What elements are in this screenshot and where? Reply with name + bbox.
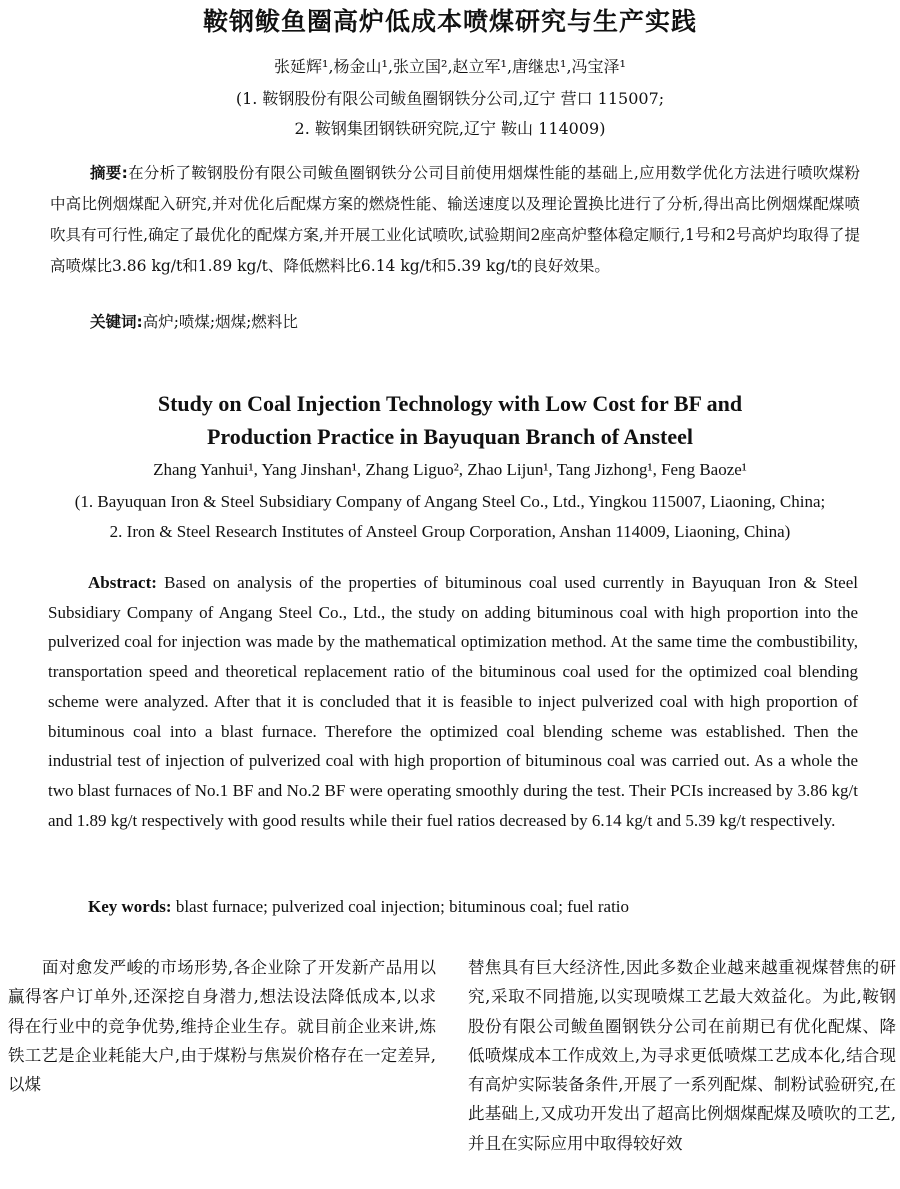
english-authors: Zhang Yanhui¹, Yang Jinshan¹, Zhang Liguo², Zhao Lijun¹, Tang Jizhong¹, Feng Baoze¹ (153, 460, 747, 479)
english-keywords (88, 897, 629, 917)
english-keywords-label: Key words: (88, 897, 172, 916)
chinese-affiliation-1: (1. 鞍钢股份有限公司鲅鱼圈钢铁分公司,辽宁 营口 115007; (235, 89, 665, 108)
english-abstract-text: Based on analysis of the properties of bituminous coal used currently in Bayuquan Iron & Steel Subsidiary Company of Angang Steel Co., Ltd., the study on adding bituminous coal with high proportion into the pulverized coal for injection was made by the mathematical optimization method. At the same time the combustibility, transportation speed and theoretical replacement ratio of the bituminous coal used for the optimized coal blending scheme were analyzed. After that it is concluded that it is feasible to inject pulverized coal with high proportion of bituminous coal into a blast furnace. Therefore the optimized coal blending scheme was established. Then the industrial test of injection of pulverized coal with high proportion of bituminous coal was carried out. As a whole the two blast furnaces of No.1 BF and No.2 BF were operating smoothly during the test. Their PCIs increased by 3.86 kg/t and 1.89 kg/t respectively with good results while their fuel ratios decreased by 6.14 kg/t and 5.39 kg/t respectively. (48, 573, 858, 830)
chinese-keywords-text: 高炉;喷煤;烟煤;燃料比 (142, 313, 298, 331)
chinese-authors: 张延辉¹,杨金山¹,张立国²,赵立军¹,唐继忠¹,冯宝泽¹ (274, 57, 626, 76)
chinese-title: 鞍钢鲅鱼圈高炉低成本喷煤研究与生产实践 (202, 7, 697, 36)
chinese-abstract-text: 在分析了鞍钢股份有限公司鲅鱼圈钢铁分公司目前使用烟煤性能的基础上,应用数学优化方法进行喷吹煤粉中高比例烟煤配入研究,并对优化后配煤方案的燃烧性能、输送速度以及理论置换比进行了分析,得出高比例烟煤配煤喷吹具有可行性,确定了最优化的配煤方案,并开展工业化试喷吹,试验期间2座高炉整体稳定顺行,1号和2号高炉均取得了提高喷煤比3.86 kg/t和1.89 kg/t、降低燃料比6.14 kg/t和5.39 kg/t的良好效果。 (50, 164, 860, 275)
english-affiliation-1: (1. Bayuquan Iron & Steel Subsidiary Company of Angang Steel Co., Ltd., Yingkou 115007, Liaoning, China; (74, 492, 826, 511)
chinese-affiliation-2: 2. 鞍钢集团钢铁研究院,辽宁 鞍山 114009) (294, 119, 606, 138)
english-title-line-2: Production Practice in Bayuquan Branch of Ansteel (206, 424, 694, 449)
chinese-keywords (90, 310, 298, 332)
english-title (0, 387, 900, 453)
body-column-left: 面对愈发严峻的市场形势,各企业除了开发新产品用以赢得客户订单外,还深挖自身潜力,想法设法降低成本,以求得在行业中的竞争优势,维持企业生存。就目前企业来讲,炼铁工艺是企业耗能大户,由于煤粉与焦炭价格存在一定差异,以煤 (8, 958, 436, 1095)
english-affiliation-2: 2. Iron & Steel Research Institutes of Ansteel Group Corporation, Anshan 114009, Liaoning, China) (109, 522, 791, 541)
body-column-right: 替焦具有巨大经济性,因此多数企业越来越重视煤替焦的研究,采取不同措施,以实现喷煤工艺最大效益化。为此,鞍钢股份有限公司鲅鱼圈钢铁分公司在前期已有优化配煤、降低喷煤成本工作成效上,为寻求更低喷煤工艺成本化,结合现有高炉实际装备条件,开展了一系列配煤、制粉试验研究,在此基础上,又成功开发出了超高比例烟煤配煤及喷吹的工艺,并且在实际应用中取得较好效 (468, 958, 896, 1153)
english-title-line-1: Study on Coal Injection Technology with Low Cost for BF and (157, 391, 743, 416)
chinese-keywords-label: 关键词: (90, 313, 143, 331)
english-abstract (48, 568, 858, 835)
english-keywords-text: blast furnace; pulverized coal injection; bituminous coal; fuel ratio (171, 897, 630, 916)
chinese-abstract (50, 158, 860, 282)
chinese-abstract-label: 摘要: (90, 164, 128, 182)
english-abstract-label: Abstract: (88, 573, 157, 592)
